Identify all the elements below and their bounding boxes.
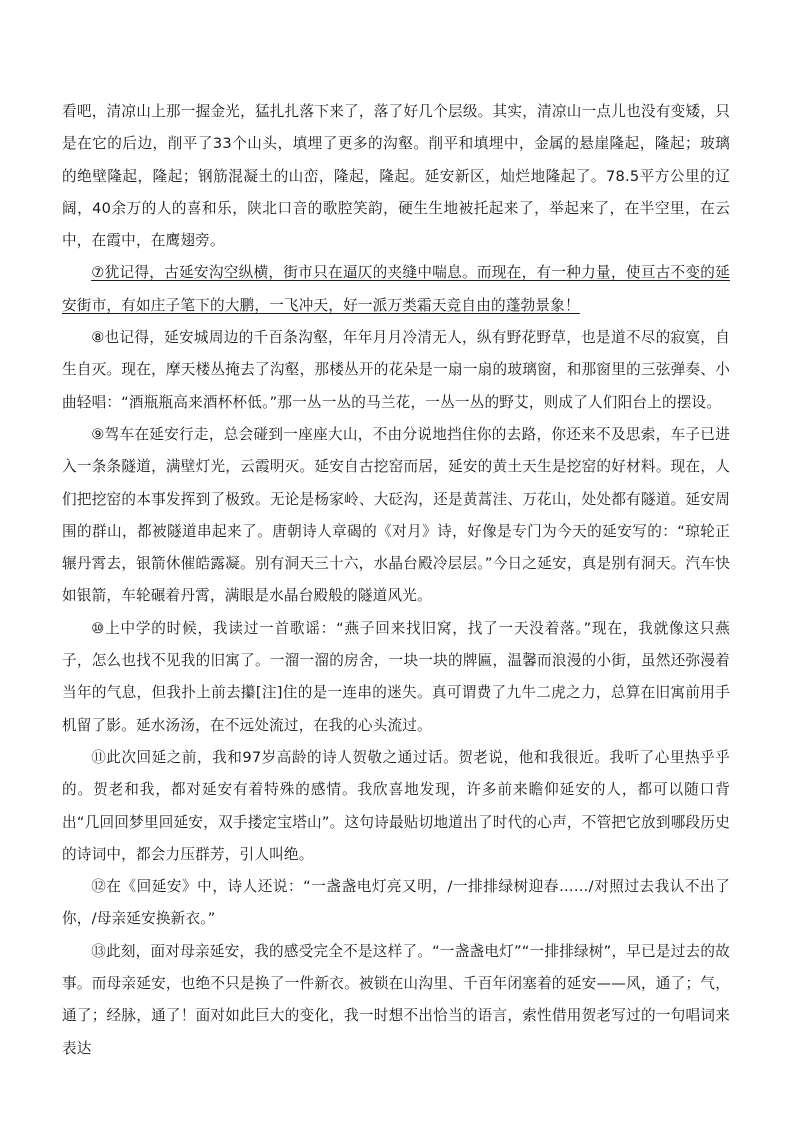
paragraph-7: ⑦犹记得，古延安沟空纵横，街市只在逼仄的夹缝中喘息。而现在，有一种力量，使亘古不变的延安街市，有如庄子笔下的大鹏，一飞冲天，好一派万类霜天竞自由的蓬勃景象！ bbox=[62, 264, 730, 314]
paragraph-12: ⑫在《回延安》中，诗人还说：“一盏盏电灯亮又明，/一排排绿树迎春……/对照过去我认不出了你，/母亲延安换新衣。” bbox=[62, 878, 730, 928]
paragraph-11: ⑪此次回延之前，我和97岁高龄的诗人贺敬之通过话。贺老说，他和我很近。我听了心里热乎乎的。贺老和我，都对延安有着特殊的感情。我欣喜地发现，许多前来瞻仰延安的人，都可以随口背出“几回回梦里回延安，双手搂定宝塔山”。这句诗最贴切地道出了时代的心声，不管把它放到哪段历史的诗词中，都会力压群芳，引人叫绝。 bbox=[62, 748, 730, 863]
paragraph-9: ⑨驾车在延安行走，总会碰到一座座大山，不由分说地挡住你的去路，你还来不及思索，车子已进入一条条隧道，满壁灯光，云霞明灭。延安自古挖窑而居，延安的黄土天生是挖窑的好材料。现在，人们把挖窑的本事发挥到了极致。无论是杨家岭、大砭沟，还是黄蒿洼、万花山，处处都有隧道。延安周围的群山，都被隧道串起来了。唐朝诗人章碣的《对月》诗，好像是专门为今天的延安写的：“琼轮正辗丹霄去，银箭休催皓露凝。别有洞天三十六，水晶台殿冷层层。”今日之延安，真是别有洞天。汽车快如银箭，车轮碾着丹霄，满眼是水晶台殿般的隧道风光。 bbox=[62, 425, 730, 605]
paragraph-6-continued: 看吧，清凉山上那一握金光，猛扎扎落下来了，落了好几个层级。其实，清凉山一点儿也没有变矮，只是在它的后边，削平了33个山头，填埋了更多的沟壑。削平和填埋中，金属的悬崖隆起，隆起；玻璃的绝壁隆起，隆起；钢筋混凝土的山峦，隆起，隆起。延安新区，灿烂地隆起了。78.5平方公里的辽阔，40余万的人的喜和乐，陕北口音的歌腔笑韵，硬生生地被托起来了，举起来了，在半空里，在云中，在霞中，在鹰翅旁。 bbox=[62, 103, 730, 250]
article-body bbox=[62, 96, 730, 1065]
paragraph-10: ⑩上中学的时候，我读过一首歌谣：“燕子回来找旧窝，找了一天没着落。”现在，我就像这只燕子，怎么也找不见我的旧寓了。一溜一溜的房舍，一块一块的牌匾，温馨而浪漫的小街，虽然还弥漫着当年的气息，但我扑上前去攥[注]住的是一连串的迷失。真可谓费了九牛二虎之力，总算在旧寓前用手机留了影。延水汤汤，在不远处流过，在我的心头流过。 bbox=[62, 619, 730, 734]
paragraph-8: ⑧也记得，延安城周边的千百条沟壑，年年月月冷清无人，纵有野花野草，也是道不尽的寂寞，自生自灭。现在，摩天楼丛掩去了沟壑，那楼丛开的花朵是一扇一扇的玻璃窗，和那窗里的三弦弹奏、小曲轻唱：“酒瓶瓶高来酒杯杯低。”那一丛一丛的马兰花，一丛一丛的野艾，则成了人们阳台上的摆设。 bbox=[62, 329, 730, 411]
paragraph-13: ⑬此刻，面对母亲延安，我的感受完全不是这样了。“一盏盏电灯”“一排排绿树”，早已是过去的故事。而母亲延安，也绝不只是换了一件新衣。被锁在山沟里、千百年闭塞着的延安——风，通了；气，通了；经脉，通了！面对如此巨大的变化，我一时想不出恰当的语言，索性借用贺老写过的一句唱词来表达 bbox=[62, 942, 730, 1057]
